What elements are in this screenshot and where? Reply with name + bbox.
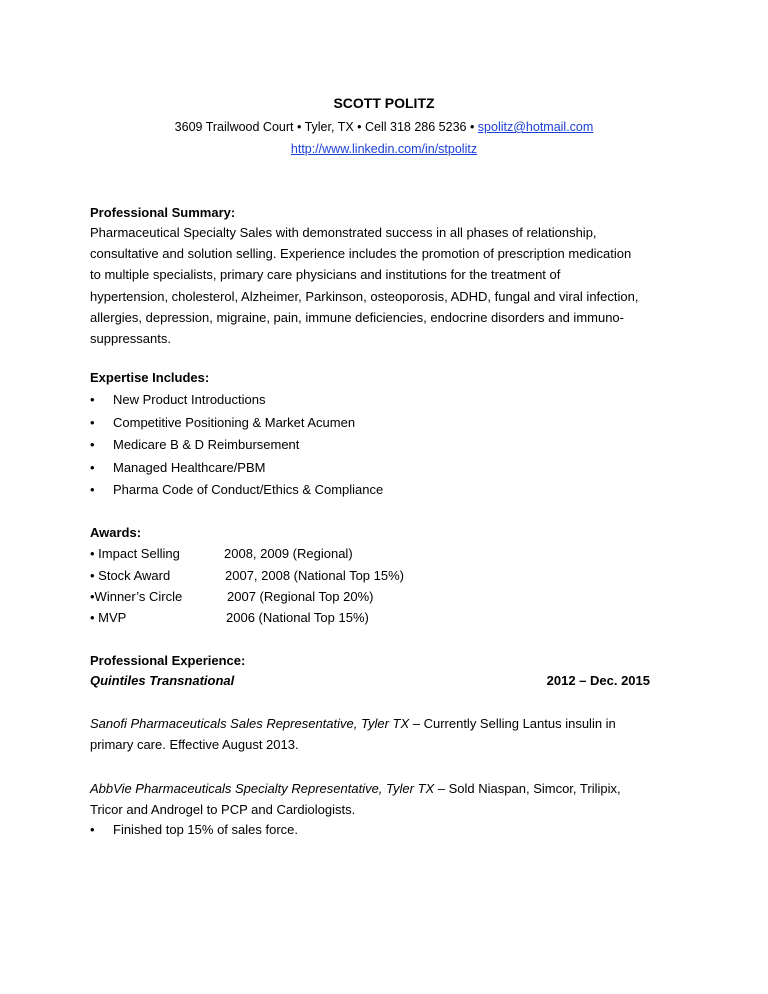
bullet-icon: • — [90, 482, 95, 497]
summary-line: suppressants. — [90, 331, 171, 347]
contact-text: 3609 Trailwood Court • Tyler, TX • Cell 318 286 5236 • — [174, 120, 478, 134]
role-abbvie — [90, 778, 690, 820]
role-title: AbbVie Pharmaceuticals Specialty Representative, Tyler TX — [90, 781, 435, 796]
award-name: • MVP — [90, 610, 127, 625]
role-title: Sanofi Pharmaceuticals Sales Representative, Tyler TX — [90, 716, 410, 731]
role-line: primary care. Effective August 2013. — [90, 737, 299, 753]
role-desc: – Sold Niaspan, Simcor, Trilipix, — [434, 781, 621, 796]
list-item-text: Pharma Code of Conduct/Ethics & Compliance — [113, 482, 384, 497]
role-line — [90, 713, 690, 734]
bullet-icon: • — [90, 415, 95, 430]
award-years: 2007 (Regional Top 20%) — [227, 589, 374, 604]
company-name: Quintiles Transnational — [90, 673, 235, 688]
linkedin-link[interactable]: http://www.linkedin.com/in/stpolitz — [290, 142, 478, 156]
summary-line: hypertension, cholesterol, Alzheimer, Parkinson, osteoporosis, ADHD, fungal and viral infection, — [90, 288, 639, 304]
job-header — [90, 673, 650, 688]
awards-title: Awards: — [90, 525, 142, 540]
bullet-icon: • — [90, 822, 95, 837]
summary-line: Pharmaceutical Specialty Sales with demonstrated success in all phases of relationship, — [90, 225, 597, 240]
experience-title: Professional Experience: — [90, 653, 246, 668]
job-dates: 2012 – Dec. 2015 — [546, 673, 650, 688]
award-years: 2007, 2008 (National Top 15%) — [225, 568, 404, 583]
summary-line: consultative and solution selling. Experience includes the promotion of prescription medication — [90, 246, 632, 262]
bullet-icon: • — [90, 392, 95, 407]
contact-line — [90, 120, 678, 134]
award-name: •Winner’s Circle — [90, 589, 183, 604]
bullet-icon: • — [90, 460, 95, 475]
summary-paragraph — [90, 222, 690, 349]
candidate-name: SCOTT POLITZ — [333, 95, 435, 111]
award-years: 2008, 2009 (Regional) — [224, 546, 353, 561]
email-link[interactable]: spolitz@hotmail.com — [477, 120, 594, 134]
summary-line: allergies, depression, migraine, pain, immune deficiencies, endocrine disorders and immuno- — [90, 309, 624, 325]
list-item-text: Managed Healthcare/PBM — [113, 460, 266, 475]
award-name: • Impact Selling — [90, 546, 180, 561]
role-line: Tricor and Androgel to PCP and Cardiologists. — [90, 802, 356, 818]
award-years: 2006 (National Top 15%) — [226, 610, 369, 625]
list-item-text: Competitive Positioning & Market Acumen — [113, 415, 356, 430]
role-sanofi — [90, 713, 690, 755]
expertise-title: Expertise Includes: — [90, 370, 210, 385]
list-item-text: New Product Introductions — [113, 392, 266, 407]
list-item-text: Finished top 15% of sales force. — [113, 822, 298, 837]
award-name: • Stock Award — [90, 568, 171, 583]
bullet-icon: • — [90, 437, 95, 452]
list-item-text: Medicare B & D Reimbursement — [113, 437, 300, 452]
linkedin-line — [90, 142, 678, 156]
summary-title: Professional Summary: — [90, 205, 236, 220]
summary-line: to multiple specialists, primary care physicians and institutions for the treatment of — [90, 267, 561, 283]
role-desc: – Currently Selling Lantus insulin in — [409, 716, 616, 731]
role-line — [90, 778, 690, 799]
